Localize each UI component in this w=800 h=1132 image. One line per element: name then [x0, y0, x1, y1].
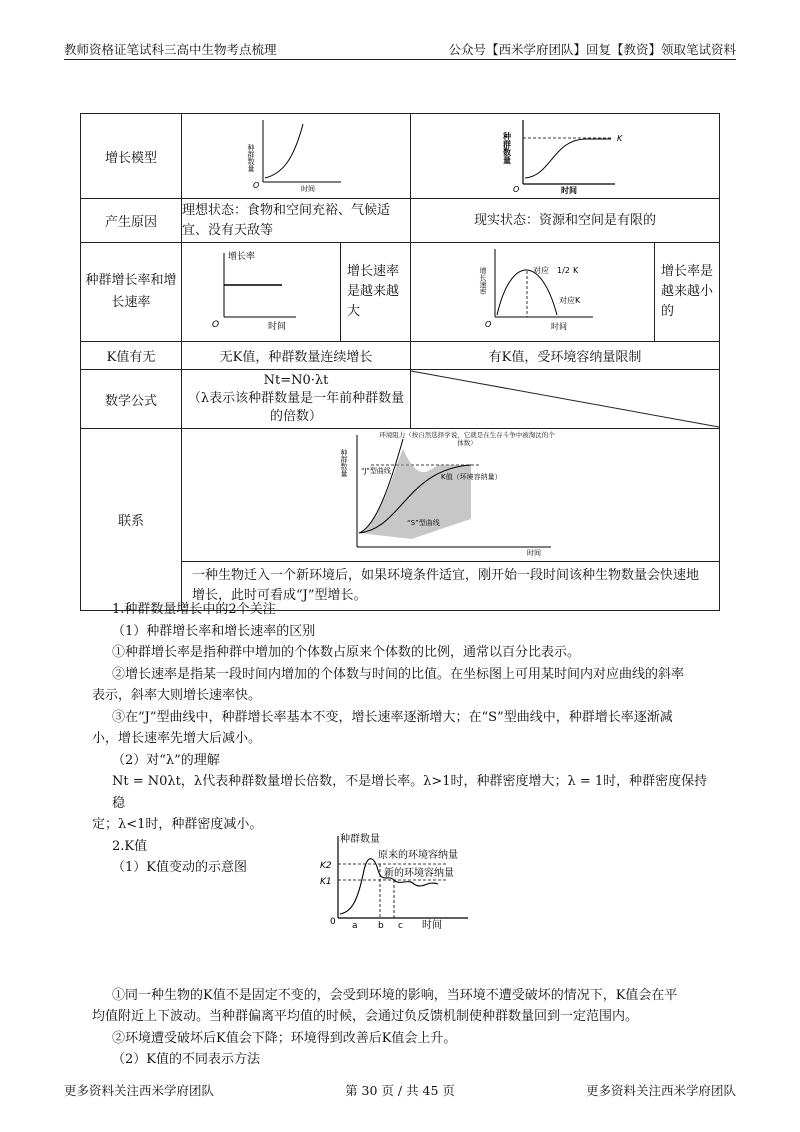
paragraph: （1）种群增长率和增长速率的区别 — [112, 623, 316, 639]
formula-note: （λ表示该种群数量是一年前种群数量的倍数） — [187, 391, 405, 424]
x-axis-label: 时间 — [422, 920, 442, 931]
resist-label: 环境阻力（按自然选择学说，它就是在生存斗争中被淘汰的个体数） — [378, 431, 555, 447]
point-a-label: a — [352, 921, 358, 931]
paragraph: ①同一种生物的K值不是固定不变的，会受到环境的影响，当环境不遭受破坏的情况下，K值会在平 — [112, 987, 678, 1003]
paragraph: 2.K值 — [112, 838, 148, 854]
top-label: 对应 — [532, 266, 549, 275]
j-cause: 理想状态：食物和空间充裕、气候适宜、没有天敌等 — [182, 199, 411, 243]
point-c-label: c — [398, 921, 403, 931]
table-row — [81, 243, 720, 342]
y-axis-label: 种群数量 — [339, 449, 348, 477]
header-divider — [64, 59, 736, 60]
formula: Nt=N0·λt — [263, 373, 329, 388]
j-growth-graph — [241, 114, 351, 194]
paragraph: （2）对“λ”的理解 — [112, 752, 220, 768]
k1-label: K1 — [320, 877, 332, 887]
paragraph: ③在“J”型曲线中，种群增长率基本不变，增长速率逐渐增大；在“S”型曲线中，种群增长率逐渐减 — [112, 709, 673, 725]
k-label: K — [617, 134, 623, 143]
k2-label: K2 — [320, 861, 332, 871]
page-number: 第 30 页 / 共 45 页 — [345, 1083, 455, 1098]
paragraph: （2）K值的不同表示方法 — [112, 1052, 260, 1067]
paragraph: ②增长速率是指某一段时间内增加的个体数与时间的比值。在坐标图上可用某时间内对应曲线的斜率 — [112, 666, 685, 682]
s-curve-label: “S”型曲线 — [406, 519, 440, 527]
s-growth-graph-cell — [411, 114, 720, 199]
s-rate-note: 增长率是越来越小的 — [655, 243, 720, 342]
row-label: 增长模型 — [81, 114, 182, 199]
paragraph: ②环境遭受破坏后K值会下降；环境得到改善后K值会上升。 — [112, 1030, 457, 1046]
j-k-note: 无K值，种群数量连续增长 — [182, 342, 411, 370]
header-right: 公众号【西米学府团队】回复【教资】领取笔试资料 — [448, 42, 736, 57]
row-label: 数学公式 — [81, 370, 182, 429]
empty-diagonal-cell — [411, 370, 720, 429]
origin-label: O — [253, 181, 260, 190]
header-left: 教师资格证笔试科三高中生物考点梳理 — [64, 42, 277, 57]
formula-cell — [182, 370, 411, 429]
diagonal-line — [411, 371, 719, 427]
link-graph-cell — [182, 429, 720, 562]
table-row — [81, 370, 720, 429]
x-axis-label: 时间 — [561, 186, 577, 195]
link-desc: 一种生物迁入一个新环境后，如果环境条件适宜，刚开始一段时间该种生物数量会快速地增长，此时可看成“J”型增长。 — [182, 562, 720, 611]
table-row — [81, 429, 720, 562]
j-rate-graph — [206, 247, 316, 333]
paragraph: ①种群增长率是指种群中增加的个体数占原来个体数的比例，通常以百分比表示。 — [112, 645, 581, 660]
s-k-note: 有K值，受环境容纳量限制 — [411, 342, 720, 370]
s-rate-graph — [463, 245, 603, 335]
paragraph: Nt = N0λt，λ代表种群数量增长倍数，不是增长率。λ>1时，种群密度增大；λ = 1时，种群密度保持稳 — [112, 774, 708, 811]
row-label: K值有无 — [81, 342, 182, 370]
k-value-label: K值（环境容纳量） — [440, 473, 502, 481]
y-axis-label: 种群数量 — [502, 132, 512, 164]
j-rate-note: 增长速率是越来越大 — [347, 264, 400, 319]
j-growth-graph-cell — [182, 114, 411, 199]
paragraph: 表示，斜率大则增长速率快。 — [92, 688, 262, 703]
row-label: 联系 — [81, 429, 182, 611]
j-rate-cell — [182, 243, 411, 342]
j-curve-label: “J”型曲线 — [360, 467, 391, 475]
paragraph: （1）K值变动的示意图 — [112, 860, 247, 875]
s-growth-graph — [495, 114, 635, 194]
table-row — [81, 114, 720, 199]
x-axis-label: 时间 — [550, 322, 567, 331]
x-axis-label: 时间 — [301, 185, 315, 193]
table-row — [81, 342, 720, 370]
original-capacity-label: 原来的环境容纳量 — [378, 850, 458, 861]
y-axis-label: 种群数量 — [340, 834, 380, 845]
end-label: 对应K — [558, 296, 580, 305]
origin-label: O — [212, 320, 220, 330]
y-axis-label: 增长速率 — [478, 267, 487, 295]
top-fraction: 1/2 — [556, 266, 570, 275]
top-k: K — [572, 266, 578, 275]
k-change-figure — [318, 830, 478, 932]
y-axis-label: 增长率 — [228, 252, 256, 262]
link-graph — [341, 429, 561, 557]
comparison-table — [80, 113, 720, 611]
paragraph: 定；λ<1时，种群密度减小。 — [92, 817, 263, 832]
footer-left: 更多资料关注西米学府团队 — [64, 1083, 215, 1098]
new-capacity-label: 新的环境容纳量 — [384, 868, 454, 879]
paragraph: 1.种群数量增长中的2个关注 — [112, 602, 276, 617]
table-row — [81, 199, 720, 243]
point-b-label: b — [378, 921, 384, 931]
paragraph: 均值附近上下波动。当种群偏离平均值的时候，会通过负反馈机制使种群数量回到一定范围内。 — [92, 1009, 639, 1024]
x-axis-label: 时间 — [526, 549, 541, 557]
paragraph: 小，增长速率先增大后减小。 — [92, 731, 262, 746]
x-axis-label: 时间 — [268, 322, 287, 332]
row-label: 种群增长率和增长速率 — [81, 243, 182, 342]
s-rate-graph-cell — [411, 243, 655, 342]
s-cause: 现实状态：资源和空间是有限的 — [411, 199, 720, 243]
footer-right: 更多资料关注西米学府团队 — [585, 1083, 736, 1098]
row-label: 产生原因 — [81, 199, 182, 243]
origin-label: O — [513, 185, 520, 194]
origin-label: O — [484, 320, 491, 329]
origin-label: 0 — [330, 917, 336, 927]
y-axis-label: 种群数量 — [247, 144, 255, 172]
page-header — [64, 40, 736, 60]
